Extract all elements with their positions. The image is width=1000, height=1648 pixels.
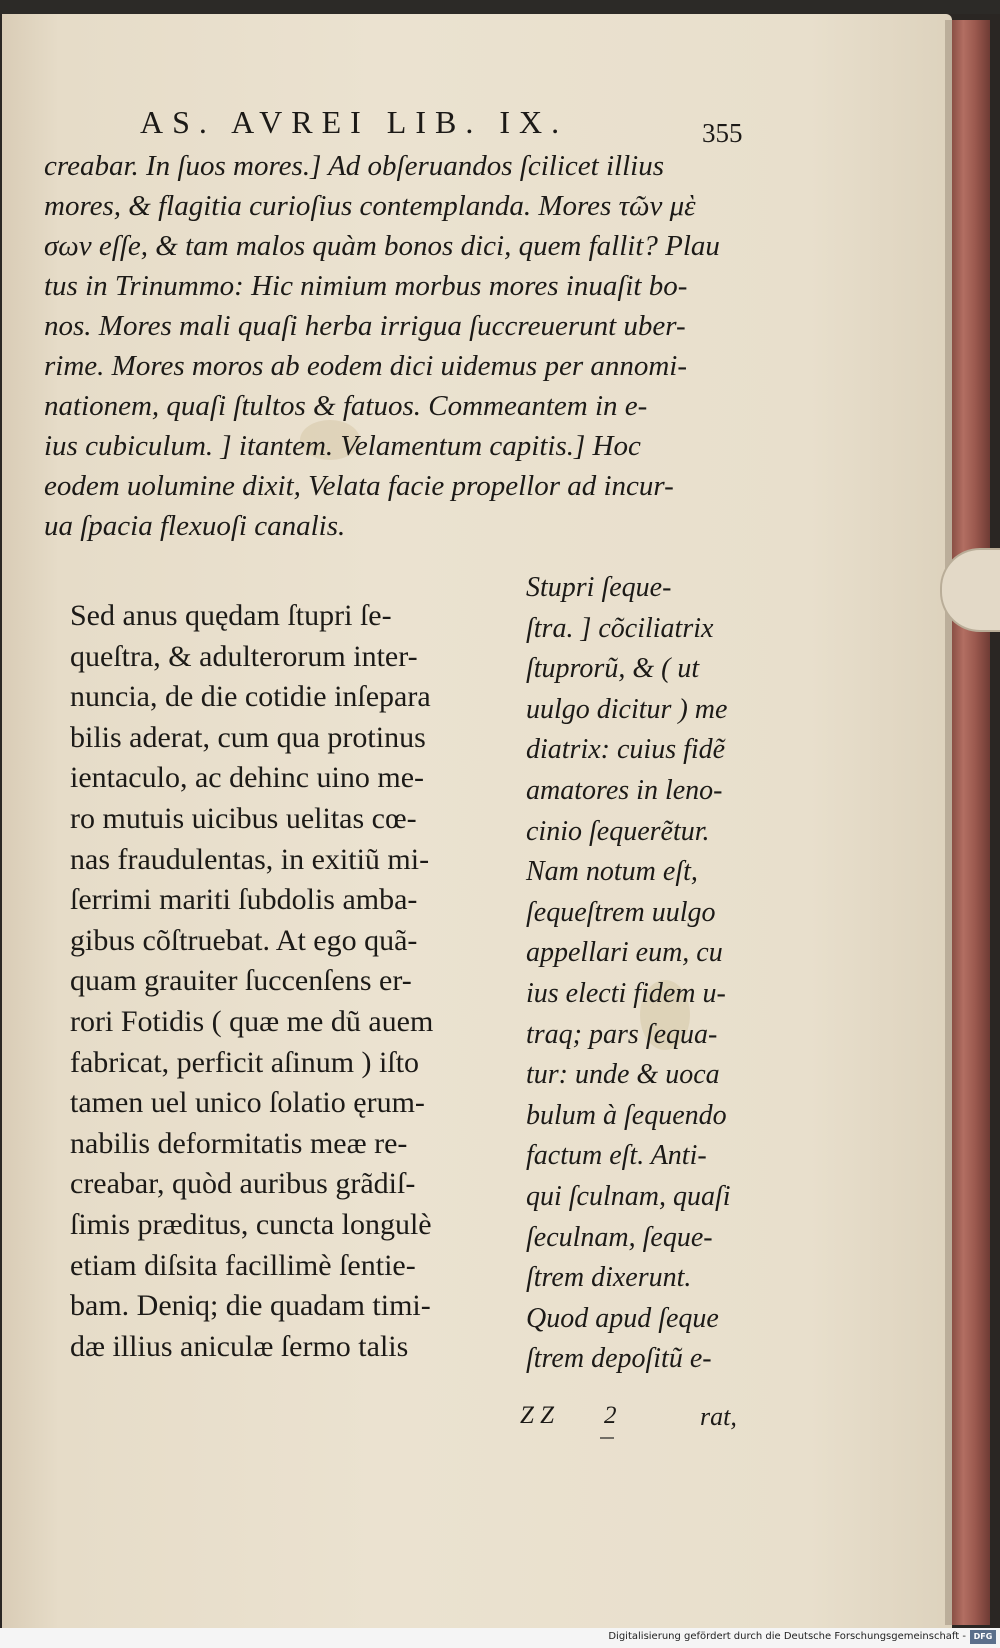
running-title: AS. AVREI LIB. IX. xyxy=(140,104,569,140)
side-note-line: cinio ſequerẽtur. xyxy=(526,815,710,847)
side-note-line: traq; pars ſequa- xyxy=(526,1018,718,1050)
footer-credit: Digitalisierung gefördert durch die Deutsche Forschungsgemeinschaft - xyxy=(608,1631,966,1642)
side-note-line: factum eſt. Anti- xyxy=(526,1140,707,1172)
main-text-column xyxy=(70,596,520,1367)
commentary-line: ua ſpacia flexuoſi canalis. xyxy=(44,510,346,542)
signature-number: 2 xyxy=(604,1402,617,1429)
page-number: 355 xyxy=(702,118,743,148)
main-text-line: ientaculo, ac dehinc uino me- xyxy=(70,761,425,795)
commentary-line: creabar. In ſuos mores.] Ad obſeruandos ſcilicet illius xyxy=(44,150,664,182)
side-note-line: Stupri ſeque- xyxy=(526,572,672,603)
commentary-line: nos. Mores mali quaſi herba irrigua ſuccreuerunt uber- xyxy=(44,310,686,342)
commentary-line: ius cubiculum. ] itantem. Velamentum capitis.] Hoc xyxy=(44,430,641,462)
side-note-line: tur: unde & uoca xyxy=(526,1059,720,1091)
marginal-note-column xyxy=(526,568,776,1380)
main-text-line: queſtra, & adulterorum inter- xyxy=(70,639,418,673)
main-text-line: ſimis præditus, cuncta longulè xyxy=(70,1207,432,1241)
side-note-line: ius electi fidem u- xyxy=(526,977,726,1009)
main-text-line: nabilis deformitatis meæ re- xyxy=(70,1126,408,1160)
dfg-logo: DFG xyxy=(970,1630,996,1644)
side-note-line: appellari eum, cu xyxy=(526,937,723,969)
main-text-line: dæ illius aniculæ ſermo talis xyxy=(70,1329,409,1363)
main-text-line: creabar, quòd auribus grãdiſ- xyxy=(70,1167,416,1201)
main-text-line: gibus cõſtruebat. At ego quã- xyxy=(70,923,418,957)
commentary-line: nationem, quaſi ſtultos & fatuos. Commeantem in e- xyxy=(44,390,648,422)
main-text-line: etiam diſsita facillimè ſentie- xyxy=(70,1248,416,1282)
main-text-line: ſerrimi mariti ſubdolis amba- xyxy=(70,883,418,917)
scanner-top-border xyxy=(0,0,1000,14)
side-note-line: ſeculnam, ſeque- xyxy=(526,1221,713,1253)
side-note-line: ſtrem depoſitũ e- xyxy=(526,1343,712,1375)
side-note-line: Quod apud ſeque xyxy=(526,1302,719,1334)
commentary-line: σων eſſe, & tam malos quàm bonos dici, quem fallit? Plau xyxy=(44,230,720,262)
main-text-line: quam grauiter ſuccenſens er- xyxy=(70,964,412,998)
side-note-line: Nam notum eſt, xyxy=(526,856,698,888)
commentary-line: tus in Trinummo: Hic nimium morbus mores inuaſit bo- xyxy=(44,270,688,302)
commentary-line: mores, & flagitia curioſius contemplanda. Mores τῶν μὲ xyxy=(44,190,696,222)
page-edge-stack xyxy=(952,20,990,1625)
main-text-line: fabricat, perficit aſinum ) iſto xyxy=(70,1045,420,1079)
main-text-line: nas fraudulentas, in exitiũ mi- xyxy=(70,842,430,876)
side-note-line: ſtrem dixerunt. xyxy=(526,1262,692,1294)
side-note-line: bulum à ſequendo xyxy=(526,1099,727,1131)
main-text-line: bilis aderat, cum qua protinus xyxy=(70,720,426,754)
catchword: rat, xyxy=(700,1402,737,1431)
signature-mark: Z Z xyxy=(520,1402,555,1429)
commentary-block xyxy=(44,146,784,546)
commentary-line: rime. Mores moros ab eodem dici uidemus per annomi- xyxy=(44,350,688,382)
side-note-line: ſtra. ] cõciliatrix xyxy=(526,612,714,644)
main-text-line: tamen uel unico ſolatio ęrum- xyxy=(70,1086,425,1120)
side-note-line: qui ſculnam, quaſi xyxy=(526,1180,731,1212)
side-note-line: uulgo dicitur ) me xyxy=(526,693,728,725)
main-text-line: rori Fotidis ( quæ me dũ auem xyxy=(70,1004,434,1038)
main-text-line: nuncia, de die cotidie inſepara xyxy=(70,680,431,714)
commentary-line: eodem uolumine dixit, Velata facie propellor ad incur- xyxy=(44,470,674,502)
side-note-line: amatores in leno- xyxy=(526,774,723,806)
main-text-line: bam. Deniq; die quadam timi- xyxy=(70,1289,431,1323)
side-note-line: ſtuprorũ, & ( ut xyxy=(526,653,700,685)
main-text-line: Sed anus quędam ſtupri ſe- xyxy=(70,599,392,632)
side-note-line: diatrix: cuius fidẽ xyxy=(526,734,726,766)
signature-underline xyxy=(600,1437,614,1439)
side-note-line: ſequeſtrem uulgo xyxy=(526,896,716,928)
main-text-line: ro mutuis uicibus uelitas cœ- xyxy=(70,801,417,835)
